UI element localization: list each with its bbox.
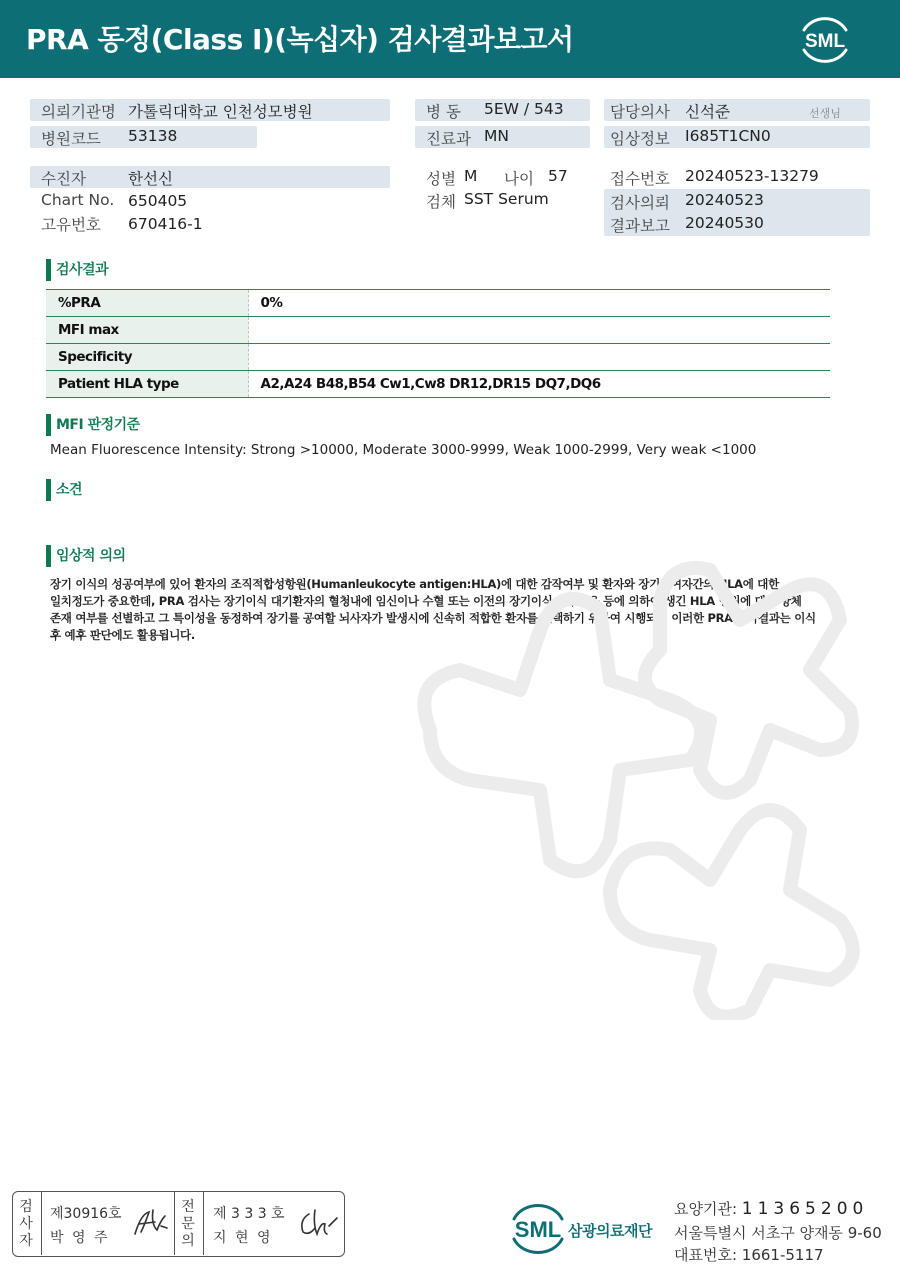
result-key: Specificity [46,344,248,371]
clinical-info-value: I685T1CN0 [685,127,771,145]
examiner-name: 박 영 주 [50,1230,110,1246]
report-date-value: 20240530 [685,214,764,232]
result-key: %PRA [46,290,248,317]
report-date-label: 결과보고 [610,217,670,235]
clinical-section-title: 임상적 의의 [46,545,126,567]
result-key: Patient HLA type [46,371,248,398]
org-name: 삼광의료재단 [568,1222,652,1240]
result-value [248,344,830,371]
specialist-signature-icon [295,1206,339,1242]
doctor-value: 신석준 [685,103,730,121]
patient-name-value: 한선신 [128,170,173,188]
report-title: PRA 동정(Class I)(녹십자) 검사결과보고서 [26,23,574,56]
signature-box [12,1191,345,1257]
org-code-value: 11365200 [741,1199,869,1219]
request-date-value: 20240523 [685,191,764,209]
clinical-line: 후 예후 판단에도 활용됩니다. [50,628,195,642]
clinical-line: 존재 여부를 선별하고 그 특이성을 동정하여 장기를 공여할 뇌사자가 발생시에 신속히 적합한 환자를 선택하기 위하여 시행되며 이러한 PRA 검사결과는 이식 [50,611,816,625]
examiner-license: 제30916호 [50,1206,122,1222]
chart-no-value: 650405 [128,192,188,210]
request-date-label: 검사의뢰 [610,194,670,212]
doctor-label: 담당의사 [610,103,670,121]
ward-label: 병 동 [426,103,461,121]
specialist-license: 제 3 3 3 호 [213,1206,285,1222]
specialist-title: 전문의 [181,1199,195,1249]
hospital-code-label: 병원코드 [41,130,101,148]
patient-name-label: 수진자 [41,170,86,188]
examiner-signature-icon [131,1206,171,1240]
divider [41,1192,42,1255]
mfi-section-title: MFI 판정기준 [46,414,140,436]
sex-label: 성별 [426,170,456,188]
hospital-value: 가톨릭대학교 인천성모병원 [128,103,313,121]
sex-value: M [464,167,478,185]
chart-no-label: Chart No. [41,191,115,209]
clinical-line: 장기 이식의 성공여부에 있어 환자의 조직적합성항원(Humanleukocyte antigen:HLA)에 대한 감작여부 및 환자와 장기공여자간의 HLA에 대한 [50,577,779,591]
clinical-line: 일치정도가 중요한데, PRA 검사는 장기이식 대기환자의 혈청내에 임신이나 수혈 또는 이전의 장기이식 거부반응 등에 의하여 생긴 HLA 항원에 대한 항체 [50,594,802,608]
unique-id-label: 고유번호 [41,216,101,234]
receipt-value: 20240523-13279 [685,167,819,185]
unique-id-value: 670416-1 [128,215,203,233]
dept-label: 진료과 [426,130,471,148]
specimen-label: 검체 [426,193,456,211]
examiner-title: 검사자 [19,1199,33,1249]
dept-value: MN [484,127,509,145]
results-table [46,289,830,398]
hospital-label: 의뢰기관명 [41,103,116,121]
divider [174,1192,175,1255]
logo-text: SML [804,31,846,52]
specimen-value: SST Serum [464,190,549,208]
result-key: MFI max [46,317,248,344]
org-phone-line [674,1244,824,1265]
results-section-title: 검사결과 [46,259,108,281]
clinical-info-label: 임상정보 [610,130,670,148]
divider [203,1192,204,1255]
mfi-criteria-text: Mean Fluorescence Intensity: Strong >10000, Moderate 3000-9999, Weak 1000-2999, Very weak <1000 [50,442,757,458]
sml-logo-icon [796,12,854,66]
receipt-label: 접수번호 [610,170,670,188]
org-phone-value: 1661-5117 [741,1246,824,1264]
specialist-name: 지 현 영 [213,1230,273,1246]
table-row [46,371,830,398]
org-phone-label: 대표번호: [674,1246,738,1264]
org-address: 서울특별시 서초구 양재동 9-60 [674,1224,882,1242]
age-label: 나이 [504,170,534,188]
result-value [248,317,830,344]
doctor-suffix: 선생님 [809,107,841,120]
report-header [0,0,900,78]
footer-logo-text: SML [514,1217,562,1242]
opinion-section-title: 소견 [46,479,82,501]
cross-watermark-icon [370,540,870,1020]
org-code-line [674,1198,868,1219]
hospital-code-value: 53138 [128,127,178,145]
ward-value: 5EW / 543 [484,100,564,118]
table-row [46,290,830,317]
result-value: 0% [248,290,830,317]
org-code-label: 요양기관: [674,1200,738,1218]
result-value: A2,A24 B48,B54 Cw1,Cw8 DR12,DR15 DQ7,DQ6 [248,371,830,398]
age-value: 57 [548,167,568,185]
table-row [46,317,830,344]
table-row [46,344,830,371]
